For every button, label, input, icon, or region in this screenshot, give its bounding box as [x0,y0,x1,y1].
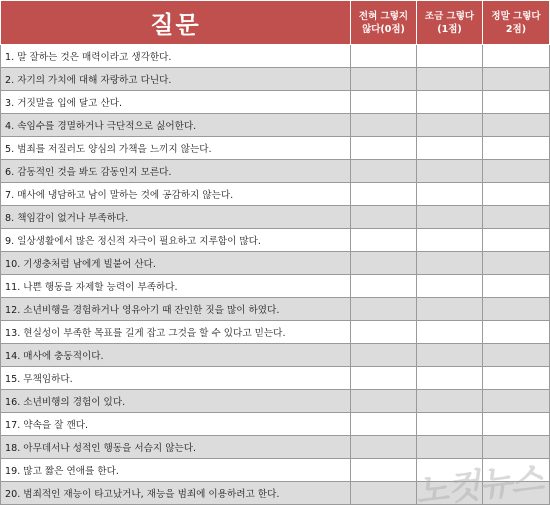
score-cell-2[interactable] [483,390,550,413]
question-cell: 6. 감동적인 것을 봐도 감동인지 모른다. [1,160,351,183]
checklist-body [1,45,550,505]
score-cell-0[interactable] [351,137,417,160]
score-cell-2[interactable] [483,183,550,206]
score-cell-2[interactable] [483,91,550,114]
score-cell-0[interactable] [351,344,417,367]
score-cell-0[interactable] [351,252,417,275]
table-row [1,68,550,91]
score-cell-2[interactable] [483,114,550,137]
score-cell-1[interactable] [417,91,483,114]
score-header-0-line1: 전혀 그렇지 [358,10,409,22]
score-cell-1[interactable] [417,275,483,298]
score-cell-0[interactable] [351,114,417,137]
score-cell-0[interactable] [351,229,417,252]
question-cell: 5. 범죄를 저질러도 양심의 가책을 느끼지 않는다. [1,137,351,160]
table-row [1,114,550,137]
score-cell-0[interactable] [351,367,417,390]
question-cell: 3. 거짓말을 입에 달고 산다. [1,91,351,114]
score-cell-0[interactable] [351,321,417,344]
table-row [1,482,550,505]
table-row [1,229,550,252]
score-cell-0[interactable] [351,91,417,114]
score-cell-0[interactable] [351,206,417,229]
table-row [1,206,550,229]
table-row [1,413,550,436]
score-header-2 [483,1,550,45]
score-cell-1[interactable] [417,413,483,436]
table-row [1,436,550,459]
score-cell-1[interactable] [417,229,483,252]
table-row [1,91,550,114]
table-row [1,137,550,160]
score-header-1-line1: 조금 그렇다 [424,10,475,22]
score-cell-2[interactable] [483,206,550,229]
score-header-1 [417,1,483,45]
score-header-2-line2: 2점) [505,23,527,35]
table-row [1,390,550,413]
score-cell-2[interactable] [483,298,550,321]
score-cell-0[interactable] [351,160,417,183]
score-cell-2[interactable] [483,68,550,91]
score-cell-1[interactable] [417,367,483,390]
score-cell-1[interactable] [417,45,483,68]
question-header: 질문 [1,1,351,45]
score-cell-2[interactable] [483,252,550,275]
score-header-1-line2: (1점) [437,23,462,35]
question-cell: 17. 약속을 잘 깬다. [1,413,351,436]
score-cell-0[interactable] [351,436,417,459]
score-header-0 [351,1,417,45]
score-cell-2[interactable] [483,137,550,160]
question-cell: 20. 범죄적인 재능이 타고났거나, 재능을 범죄에 이용하려고 한다. [1,482,351,505]
question-cell: 8. 책임감이 없거나 부족하다. [1,206,351,229]
score-cell-0[interactable] [351,45,417,68]
score-cell-1[interactable] [417,114,483,137]
question-cell: 11. 나쁜 행동을 자제할 능력이 부족하다. [1,275,351,298]
question-cell: 19. 많고 짧은 연애를 한다. [1,459,351,482]
table-row [1,321,550,344]
question-cell: 16. 소년비행의 경험이 있다. [1,390,351,413]
score-cell-1[interactable] [417,482,483,505]
table-row [1,252,550,275]
question-cell: 18. 아무데서나 성적인 행동을 서슴지 않는다. [1,436,351,459]
score-cell-1[interactable] [417,390,483,413]
score-cell-1[interactable] [417,298,483,321]
question-cell: 10. 기생충처럼 남에게 빌붙어 산다. [1,252,351,275]
score-cell-2[interactable] [483,275,550,298]
question-cell: 2. 자기의 가치에 대해 자랑하고 다닌다. [1,68,351,91]
table-row [1,367,550,390]
score-cell-1[interactable] [417,459,483,482]
table-row [1,298,550,321]
score-cell-0[interactable] [351,459,417,482]
score-cell-2[interactable] [483,436,550,459]
score-cell-1[interactable] [417,252,483,275]
score-cell-1[interactable] [417,137,483,160]
score-cell-1[interactable] [417,344,483,367]
watermark-logo: 노컷뉴스 [413,459,545,513]
score-cell-2[interactable] [483,344,550,367]
table-row [1,344,550,367]
score-cell-1[interactable] [417,206,483,229]
question-cell: 1. 말 잘하는 것은 매력이라고 생각한다. [1,45,351,68]
question-cell: 14. 매사에 충동적이다. [1,344,351,367]
score-cell-0[interactable] [351,413,417,436]
score-cell-1[interactable] [417,160,483,183]
score-cell-0[interactable] [351,275,417,298]
table-row [1,459,550,482]
score-header-0-line2: 않다(0점) [362,23,405,35]
score-cell-0[interactable] [351,183,417,206]
score-cell-0[interactable] [351,298,417,321]
score-cell-1[interactable] [417,321,483,344]
score-cell-2[interactable] [483,321,550,344]
table-row [1,160,550,183]
score-cell-2[interactable] [483,160,550,183]
score-cell-1[interactable] [417,183,483,206]
table-row [1,45,550,68]
score-cell-2[interactable] [483,413,550,436]
score-cell-2[interactable] [483,229,550,252]
question-cell: 13. 현실성이 부족한 목표를 길게 잡고 그것을 할 수 있다고 믿는다. [1,321,351,344]
table-row [1,183,550,206]
table-row [1,275,550,298]
question-cell: 7. 매사에 냉담하고 남이 말하는 것에 공감하지 않는다. [1,183,351,206]
question-cell: 4. 속임수를 경멸하거나 극단적으로 싫어한다. [1,114,351,137]
score-cell-1[interactable] [417,436,483,459]
score-cell-2[interactable] [483,45,550,68]
score-cell-0[interactable] [351,68,417,91]
score-cell-0[interactable] [351,482,417,505]
score-cell-2[interactable] [483,367,550,390]
score-cell-1[interactable] [417,68,483,91]
score-cell-0[interactable] [351,390,417,413]
question-cell: 15. 무책임하다. [1,367,351,390]
header-row [1,1,550,45]
question-cell: 12. 소년비행을 경험하거나 영유아기 때 잔인한 짓을 많이 하였다. [1,298,351,321]
score-cell-2[interactable] [483,482,550,505]
question-cell: 9. 일상생활에서 많은 정신적 자극이 필요하고 지루함이 많다. [1,229,351,252]
score-header-2-line1: 정말 그렇다 [491,10,541,22]
score-cell-2[interactable] [483,459,550,482]
